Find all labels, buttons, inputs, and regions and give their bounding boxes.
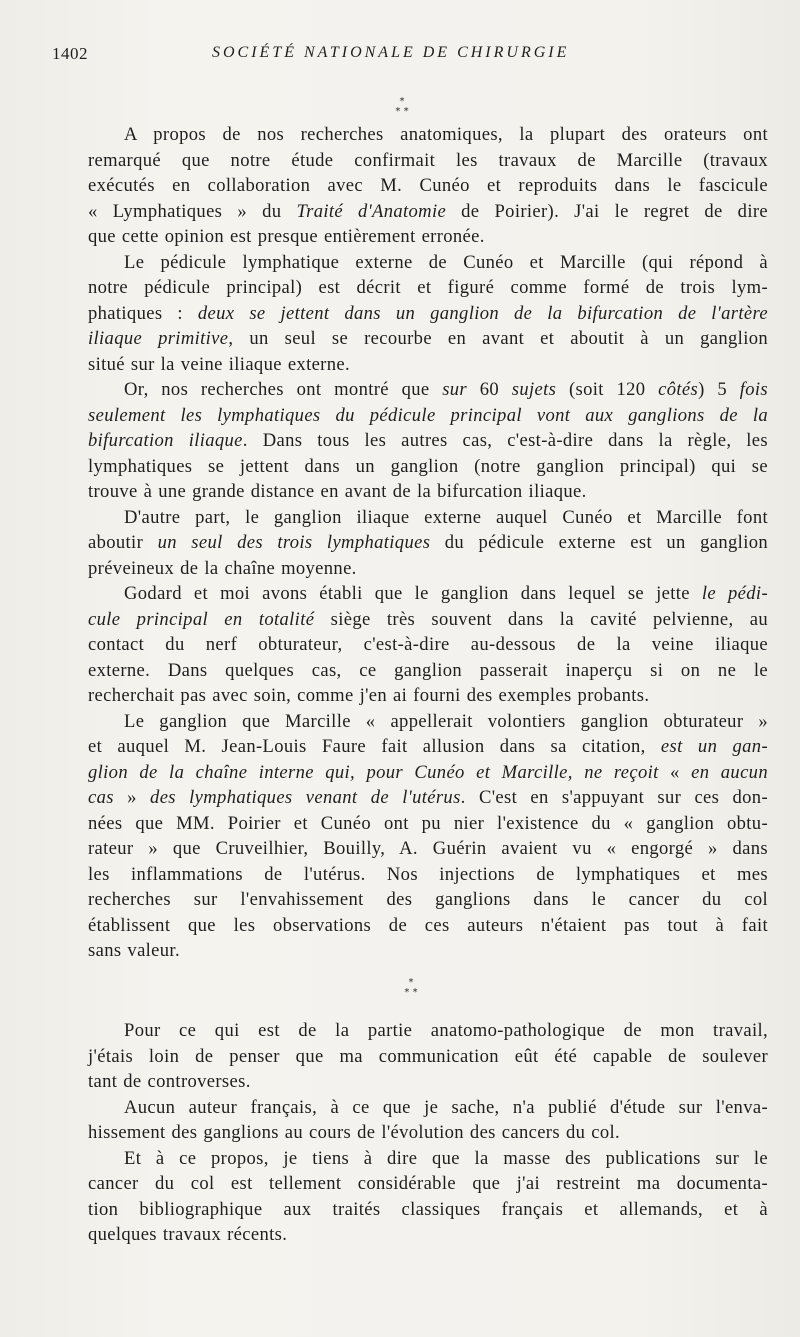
paragraph bbox=[52, 250, 768, 378]
text-line: exécutés en collaboration avec M. Cunéo et reproduits dans le fascicule bbox=[88, 175, 768, 196]
text-line: aboutir un seul des trois lymphatiques du pédicule externe est un ganglion bbox=[88, 532, 768, 553]
italic-text: cas bbox=[88, 787, 114, 808]
text-line: iliaque primitive, un seul se recourbe en avant et aboutit à un ganglion bbox=[88, 328, 769, 349]
italic-text: sur bbox=[442, 379, 468, 400]
paragraph bbox=[52, 581, 768, 709]
italic-text: est un gan- bbox=[660, 736, 769, 757]
text-line: lymphatiques se jettent dans un ganglion (notre ganglion principal) qui se bbox=[88, 455, 768, 477]
text-line: glion de la chaîne interne qui, pour Cunéo et Marcille, ne reçoit « en aucun bbox=[88, 761, 768, 783]
section-anatomy bbox=[52, 122, 768, 964]
paragraph bbox=[52, 505, 768, 582]
text-line: hissement des ganglions au cours de l'évolution des cancers du col. bbox=[88, 1122, 620, 1143]
text-line: établissent que les observations de ces auteurs n'étaient pas tout à fait bbox=[88, 914, 768, 936]
text-line: quelques travaux récents. bbox=[88, 1224, 288, 1245]
text-line: contact du nerf obturateur, c'est-à-dire au-dessous de la veine iliaque bbox=[88, 634, 768, 655]
italic-text: seulement les lymphatiques du pédicule principal vont aux ganglions de la bbox=[88, 404, 768, 426]
asterism-top-star: * bbox=[408, 977, 414, 988]
italic-text: deux se jettent dans un ganglion de la bifurcation de l'artère bbox=[197, 302, 768, 324]
text-line bbox=[52, 403, 768, 429]
text-line: notre pédicule principal) est décrit et figuré comme formé de trois lym- bbox=[88, 277, 768, 298]
asterism-separator bbox=[391, 978, 431, 998]
text-line: Et à ce propos, je tiens à dire que la masse des publications sur le bbox=[124, 1147, 768, 1169]
text-line: Godard et moi avons établi que le ganglion dans lequel se jette le pédi- bbox=[124, 583, 768, 604]
italic-text: un seul des trois lymphatiques bbox=[157, 532, 431, 553]
paragraph bbox=[52, 1146, 768, 1248]
italic-text: cule principal en totalité bbox=[88, 608, 315, 630]
text-line: Or, nos recherches ont montré que sur 60 sujets (soit 120 côtés) 5 fois bbox=[124, 379, 768, 400]
page-header bbox=[52, 44, 792, 68]
text-line: les inflammations de l'utérus. Nos injections de lymphatiques et mes bbox=[88, 863, 768, 885]
text-line: préveineux de la chaîne moyenne. bbox=[88, 557, 357, 579]
text-line: externe. Dans quelques cas, ce ganglion passerait inaperçu si on ne le bbox=[88, 659, 768, 681]
paragraph bbox=[52, 122, 768, 250]
text-line: nées que MM. Poirier et Cunéo ont pu nier l'existence du « ganglion obtu- bbox=[88, 812, 768, 834]
paragraph bbox=[52, 1095, 768, 1146]
text-line: tant de controverses. bbox=[88, 1071, 251, 1092]
text-line: Le pédicule lymphatique externe de Cunéo et Marcille (qui répond à bbox=[124, 251, 768, 273]
italic-text: glion de la chaîne interne qui, pour Cunéo et Marcille, ne reçoit bbox=[88, 761, 659, 783]
italic-text: Traité d'Anatomie bbox=[296, 200, 447, 222]
text-line: que cette opinion est presque entièrement erronée. bbox=[88, 226, 485, 247]
italic-text: iliaque primitive bbox=[88, 328, 229, 349]
italic-text: le pédi- bbox=[701, 583, 768, 604]
text-line: et auquel M. Jean-Louis Faure fait allusion dans sa citation, est un gan- bbox=[88, 736, 769, 757]
italic-text: fois bbox=[739, 379, 768, 400]
text-line: bifurcation iliaque. Dans tous les autres cas, c'est-à-dire dans la règle, les bbox=[88, 430, 769, 451]
text-line: « Lymphatiques » du Traité d'Anatomie de Poirier). J'ai le regret de dire bbox=[88, 200, 768, 222]
text-line: rateur » que Cruveilhier, Bouilly, A. Guérin avaient vu « engorgé » dans bbox=[88, 838, 768, 859]
text-line: tion bibliographique aux traités classiques français et allemands, et à bbox=[88, 1198, 768, 1220]
text-line: recherches sur l'envahissement des ganglions dans le cancer du col bbox=[88, 889, 768, 910]
page-number: 1402 bbox=[52, 44, 88, 63]
text-line: trouve à une grande distance en avant de la bifurcation iliaque. bbox=[88, 481, 587, 502]
paragraph bbox=[52, 709, 768, 964]
text-line: A propos de nos recherches anatomiques, la plupart des orateurs ont bbox=[124, 124, 768, 145]
asterism-separator bbox=[382, 97, 422, 117]
asterism-bottom-stars: * * bbox=[395, 106, 409, 117]
text-line: cancer du col est tellement considérable que j'ai restreint ma documenta- bbox=[88, 1173, 768, 1194]
section-pathology bbox=[52, 1018, 768, 1248]
text-line: remarqué que notre étude confirmait les travaux de Marcille (travaux bbox=[88, 149, 768, 171]
asterism-top-star: * bbox=[399, 96, 405, 107]
paragraph bbox=[52, 377, 768, 505]
text-line: phatiques : deux se jettent dans un ganglion de la bifurcation de l'artère bbox=[88, 302, 768, 324]
text-line: recherchait pas avec soin, comme j'en ai fourni des exemples probants. bbox=[88, 685, 650, 706]
text-line: sans valeur. bbox=[88, 940, 180, 961]
asterism-bottom-stars: * * bbox=[404, 987, 418, 998]
text-line: D'autre part, le ganglion iliaque externe auquel Cunéo et Marcille font bbox=[124, 506, 768, 528]
text-line: j'étais loin de penser que ma communication eût été capable de soulever bbox=[88, 1045, 768, 1067]
italic-text: côtés bbox=[658, 379, 699, 400]
text-line: cas » des lymphatiques venant de l'utérus. C'est en s'appuyant sur ces don- bbox=[88, 787, 768, 808]
running-head: SOCIÉTÉ NATIONALE DE CHIRURGIE bbox=[212, 44, 570, 61]
text-line: cule principal en totalité siège très souvent dans la cavité pelvienne, au bbox=[88, 608, 768, 630]
italic-text: sujets bbox=[511, 379, 557, 400]
paragraph bbox=[52, 1018, 768, 1095]
text-line: Aucun auteur français, à ce que je sache, n'a publié d'étude sur l'enva- bbox=[124, 1096, 768, 1118]
italic-text: bifurcation iliaque bbox=[88, 430, 243, 451]
text-line: Pour ce qui est de la partie anatomo-pathologique de mon travail, bbox=[124, 1020, 768, 1041]
text-line: Le ganglion que Marcille « appellerait volontiers ganglion obturateur » bbox=[124, 710, 768, 732]
italic-text: en aucun bbox=[691, 761, 768, 783]
italic-text: des lymphatiques venant de l'utérus bbox=[150, 787, 461, 808]
text-line: situé sur la veine iliaque externe. bbox=[88, 353, 350, 375]
